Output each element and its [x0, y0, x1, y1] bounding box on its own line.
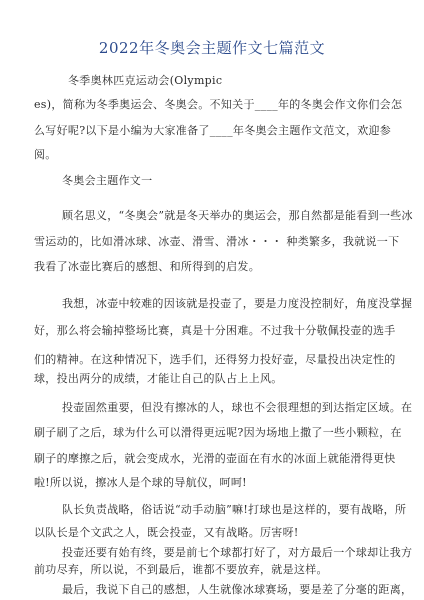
text-line: 投壶固然重要，但没有擦冰的人，球也不会很理想的到达指定区域。在 [62, 401, 413, 414]
text-line: 最后，我说下自己的感想，人生就像冰球赛场，要是差了分毫的距离， [62, 583, 413, 596]
text-line: 好，那么将会输掉整场比赛，真是十分困难。不过我十分敬佩投壶的选手 [34, 324, 396, 337]
text-line: 我看了冰壶比赛后的感想、和所得到的启发。 [34, 260, 260, 273]
text-line: 投壶还要有始有终，要是前七个球都打好了，对方最后一个球却让我方 [62, 546, 413, 559]
text-line: 冬季奥林匹克运动会(Olympic [68, 74, 223, 87]
text-line: 啦!所以说，擦冰人是个球的导航仪，呵呵! [34, 476, 247, 489]
section-heading: 冬奥会主题作文一 [62, 174, 153, 187]
text-line: 球，投出两分的成绩，才能让自己的队占上上风。 [34, 372, 283, 385]
text-line: 么写好呢?以下是小编为大家准备了____年冬奥会主题作文范文，欢迎参 [34, 124, 392, 137]
text-line: 刷子刷了之后，球为什么可以滑得更远呢?因为场地上撒了一些小颗粒，在 [34, 426, 402, 439]
text-line: 前功尽弃，所以说，不到最后，谁都不要放弃，就是这样。 [34, 563, 328, 576]
text-line: 我想，冰壶中较难的因该就是投壶了，要是力度没控制好，角度没掌握 [62, 297, 413, 310]
text-line: 顾名思义，“冬奥会”就是冬天举办的奥运会，那自然都是能看到一些冰 [62, 209, 413, 222]
text-line: 以队长是个文武之人，既会投壶，又有战略。厉害呀! [34, 526, 299, 539]
text-line: 刷子的摩擦之后，就会变成水，光滑的壶面在有水的冰面上就能滑得更快 [34, 452, 396, 465]
text-line: 雪运动的，比如滑冰球、冰壶、滑雪、滑冰・・・ 种类繁多，我就说一下 [34, 235, 400, 248]
document-title: 2022年冬奥会主题作文七篇范文 [98, 39, 326, 57]
text-line: es)，简称为冬季奥运会、冬奥会。不知关于____年的冬奥会作文你们会怎 [34, 98, 403, 111]
text-line: 们的精神。在这种情况下，选手们，还得努力投好壶，尽量投出决定性的 [34, 353, 396, 366]
text-line: 阅。 [34, 148, 57, 161]
text-line: 队长负责战略，俗话说“动手动脑”嘛!打球也是这样的，要有战略，所 [62, 503, 407, 516]
